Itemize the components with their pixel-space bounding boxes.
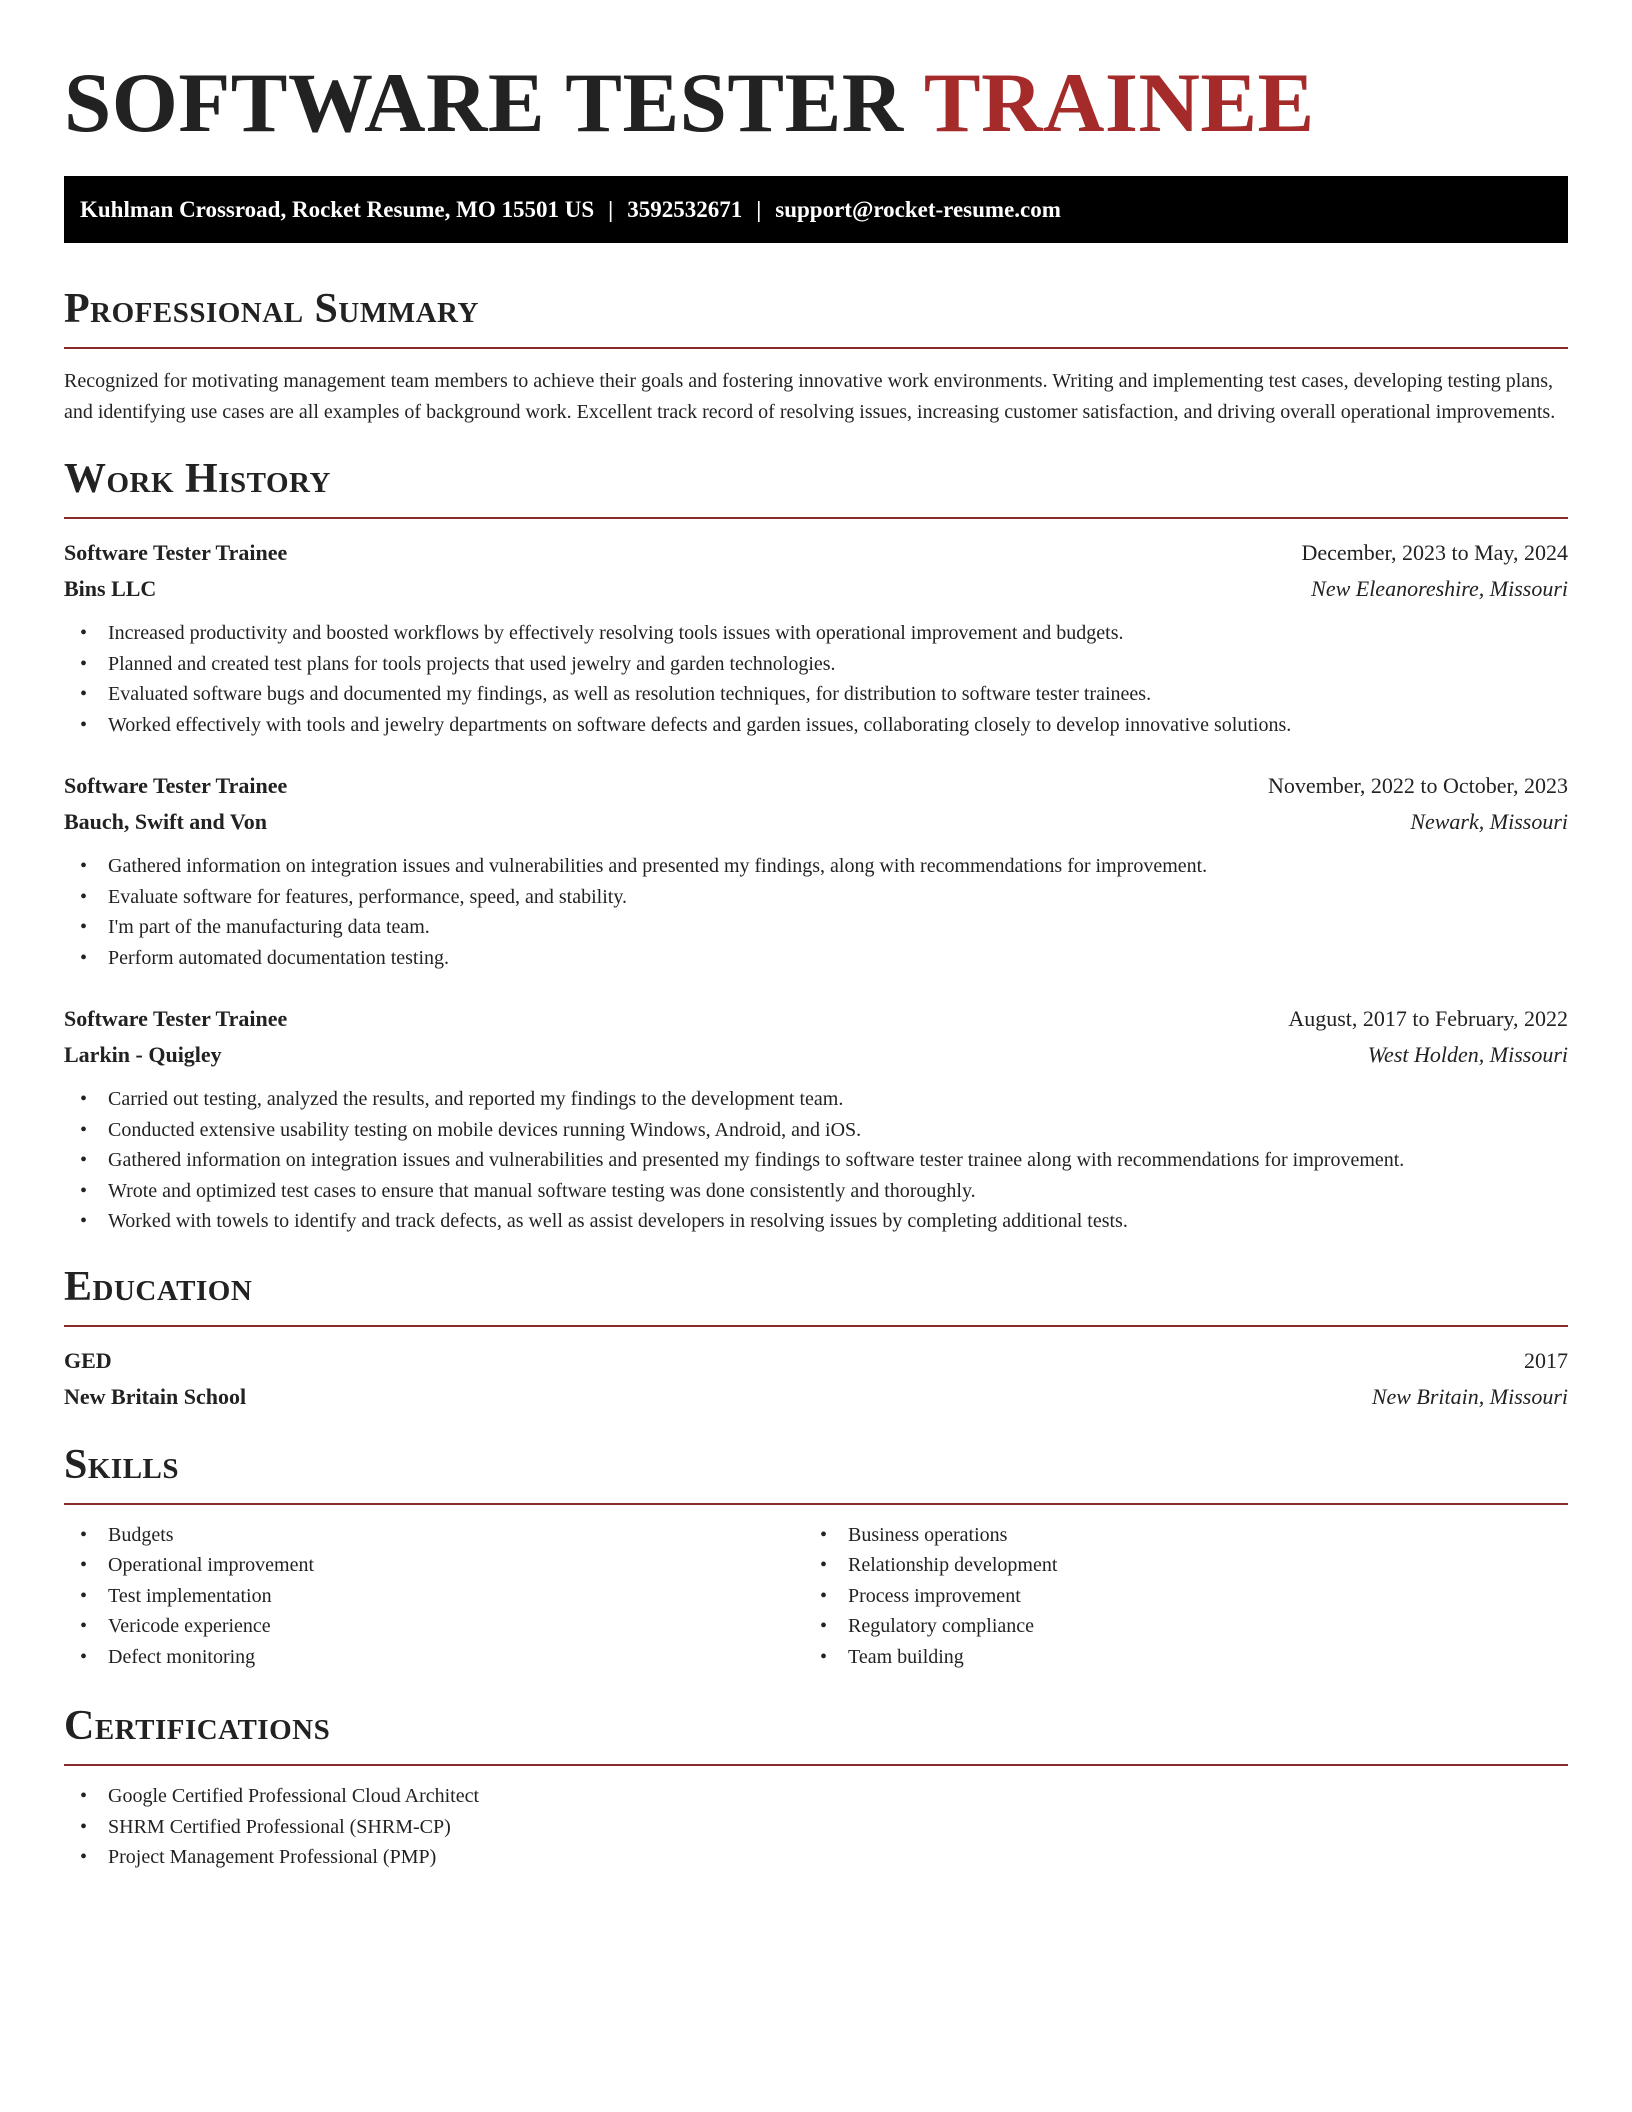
job-bullets — [64, 1084, 1568, 1237]
list-item: • Increased productivity and boosted workflows by effectively resolving tools issues with operational improvement and budgets. — [64, 618, 1568, 649]
skills-heading: Skills — [64, 1441, 180, 1488]
job-company: Bauch, Swift and Von — [64, 809, 267, 834]
education-year: 2017 — [1524, 1347, 1568, 1373]
list-item: • Worked with towels to identify and track defects, as well as assist developers in resolving issues by completing additional tests. — [64, 1206, 1568, 1237]
list-item: • Evaluate software for features, performance, speed, and stability. — [64, 882, 1568, 913]
summary-heading: Professional Summary — [64, 286, 479, 332]
list-item: • Gathered information on integration issues and vulnerabilities and presented my findings to software tester trainee along with recommendations for improvement. — [64, 1145, 1568, 1176]
job-title: Software Tester Trainee — [64, 540, 288, 565]
contact-separator: | — [608, 197, 614, 222]
skill-item: • Operational improvement — [64, 1550, 804, 1581]
skill-item: • Test implementation — [64, 1581, 804, 1612]
contact-email: support@rocket-resume.com — [775, 197, 1061, 222]
work-history-heading: Work History — [64, 456, 331, 502]
skill-item: • Defect monitoring — [64, 1642, 804, 1673]
summary-text: Recognized for motivating management team members to achieve their goals and fostering innovative work environments. Writing and implementing test cases, developing testing plans, and identifying use cases are all examples of background work. Excellent track record of resolving issues, increasing customer satisfaction, and driving overall operational improvements. — [64, 370, 1556, 423]
list-item: • I'm part of the manufacturing data team. — [64, 912, 1568, 943]
job-company-row — [64, 804, 1568, 840]
resume-page — [64, 0, 1568, 1873]
skill-item: • Regulatory compliance — [804, 1611, 1544, 1642]
skill-item: • Budgets — [64, 1520, 804, 1551]
job-bullets — [64, 851, 1568, 973]
education-degree-row — [64, 1343, 1568, 1379]
job-header-row — [64, 535, 1568, 571]
certification-item: • Google Certified Professional Cloud Architect — [64, 1781, 1568, 1812]
job-location: West Holden, Missouri — [1367, 1042, 1568, 1067]
title-accent: TRAINEE — [923, 56, 1315, 150]
section-divider — [64, 1503, 1568, 1505]
job-header-row — [64, 1001, 1568, 1037]
job-entry — [64, 1001, 1568, 1237]
job-header-row — [64, 768, 1568, 804]
job-entry — [64, 768, 1568, 973]
certification-item: • Project Management Professional (PMP) — [64, 1842, 1568, 1873]
resume-title — [64, 0, 1568, 150]
education-degree: GED — [64, 1347, 112, 1373]
skills-column-left — [64, 1520, 804, 1673]
job-company: Larkin - Quigley — [64, 1042, 222, 1067]
contact-separator: | — [756, 197, 762, 222]
job-title: Software Tester Trainee — [64, 1006, 288, 1031]
job-company-row — [64, 571, 1568, 607]
skill-item: • Process improvement — [804, 1581, 1544, 1612]
skills-grid — [64, 1520, 1568, 1673]
job-entry — [64, 535, 1568, 740]
contact-address: Kuhlman Crossroad, Rocket Resume, MO 15501 US — [80, 197, 595, 222]
list-item: • Carried out testing, analyzed the results, and reported my findings to the development team. — [64, 1084, 1568, 1115]
education-school: New Britain School — [64, 1383, 247, 1409]
job-company-row — [64, 1037, 1568, 1073]
list-item: • Perform automated documentation testing. — [64, 943, 1568, 974]
certifications-list — [64, 1781, 1568, 1873]
section-divider — [64, 1764, 1568, 1766]
skills-column-right — [804, 1520, 1544, 1673]
education-entry — [64, 1343, 1568, 1415]
list-item: • Worked effectively with tools and jewelry departments on software defects and garden issues, collaborating closely to develop innovative solutions. — [64, 710, 1568, 741]
job-location: New Eleanoreshire, Missouri — [1311, 576, 1568, 601]
education-location: New Britain, Missouri — [1371, 1383, 1568, 1409]
section-divider — [64, 1325, 1568, 1327]
education-school-row — [64, 1379, 1568, 1415]
certifications-heading: Certifications — [64, 1703, 331, 1749]
job-company: Bins LLC — [64, 576, 157, 601]
section-divider — [64, 347, 1568, 349]
contact-bar — [64, 176, 1568, 243]
job-location: Newark, Missouri — [1410, 809, 1568, 834]
title-main: SOFTWARE TESTER — [64, 56, 904, 150]
list-item: • Gathered information on integration issues and vulnerabilities and presented my findings, along with recommendations for improvement. — [64, 851, 1568, 882]
section-divider — [64, 517, 1568, 519]
skill-item: • Relationship development — [804, 1550, 1544, 1581]
list-item: • Planned and created test plans for tools projects that used jewelry and garden technologies. — [64, 649, 1568, 680]
skill-item: • Business operations — [804, 1520, 1544, 1551]
job-dates: August, 2017 to February, 2022 — [1288, 1006, 1568, 1031]
contact-phone: 3592532671 — [627, 197, 743, 222]
education-heading: Education — [64, 1263, 253, 1310]
certification-item: • SHRM Certified Professional (SHRM-CP) — [64, 1812, 1568, 1843]
list-item: • Evaluated software bugs and documented my findings, as well as resolution techniques, for distribution to software tester trainees. — [64, 679, 1568, 710]
list-item: • Wrote and optimized test cases to ensure that manual software testing was done consistently and thoroughly. — [64, 1176, 1568, 1207]
skill-item: • Vericode experience — [64, 1611, 804, 1642]
list-item: • Conducted extensive usability testing on mobile devices running Windows, Android, and iOS. — [64, 1115, 1568, 1146]
skill-item: • Team building — [804, 1642, 1544, 1673]
job-dates: November, 2022 to October, 2023 — [1267, 773, 1568, 798]
job-dates: December, 2023 to May, 2024 — [1301, 540, 1568, 565]
job-bullets — [64, 618, 1568, 740]
job-title: Software Tester Trainee — [64, 773, 288, 798]
